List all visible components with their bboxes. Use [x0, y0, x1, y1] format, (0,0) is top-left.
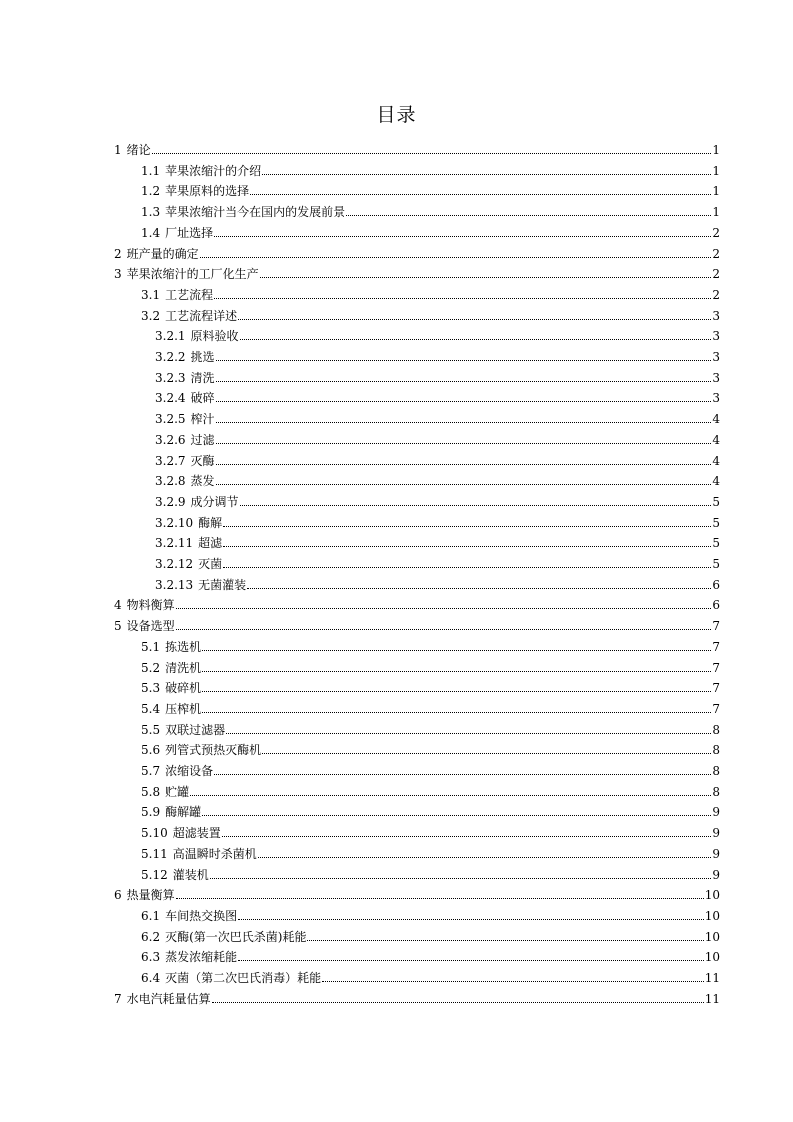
toc-entry-number: 5.9 [141, 805, 161, 820]
toc-entry[interactable] [155, 572, 720, 592]
toc-entry-title: 灭菌 [198, 557, 223, 571]
toc-entry-page-number: 3 [712, 329, 720, 344]
toc-entry[interactable] [141, 965, 720, 985]
toc-entry-page-number: 10 [704, 888, 720, 903]
toc-entry-title: 热量衡算 [126, 888, 175, 903]
toc-dot-leader [223, 545, 711, 547]
toc-entry[interactable] [155, 323, 720, 343]
toc-entry-number: 3.2.13 [155, 577, 194, 592]
toc-entry-number: 3.2.1 [155, 329, 186, 344]
toc-entry-title: 物料衡算 [126, 598, 175, 613]
toc-dot-leader [190, 794, 711, 796]
toc-entry-number: 5.3 [141, 681, 161, 696]
toc-entry-title: 设备选型 [126, 619, 175, 634]
toc-entry-page-number: 3 [712, 391, 720, 406]
toc-dot-leader [214, 297, 711, 299]
toc-entry[interactable] [141, 220, 720, 240]
toc-entry[interactable] [155, 406, 720, 426]
toc-entry-page-number: 5 [712, 515, 720, 530]
toc-entry-title: 灭酶 [190, 453, 215, 468]
toc-dot-leader [202, 670, 711, 672]
toc-entry-number: 6.2 [141, 929, 161, 944]
toc-entry[interactable] [141, 841, 720, 861]
toc-entry-title: 酶解 [198, 515, 223, 530]
toc-entry[interactable] [141, 862, 720, 882]
toc-entry-page-number: 3 [712, 350, 720, 364]
toc-entry[interactable] [155, 344, 720, 364]
toc-dot-leader [238, 959, 704, 961]
toc-entry-title: 高温瞬时杀菌机 [172, 846, 257, 861]
toc-entry[interactable] [141, 158, 720, 178]
toc-entry-title: 苹果浓缩汁当今在国内的发展前景 [165, 205, 346, 220]
toc-entry[interactable] [155, 468, 720, 488]
toc-entry-number: 5.7 [141, 764, 161, 778]
toc-entry-page-number: 2 [712, 246, 720, 261]
toc-entry-number: 3.2.10 [155, 515, 194, 530]
toc-entry[interactable] [141, 282, 720, 302]
toc-entry-number: 3.2.11 [155, 536, 194, 551]
toc-entry-title: 榨汁 [190, 412, 215, 427]
toc-dot-leader [212, 1001, 704, 1003]
toc-entry-number: 1.1 [141, 163, 161, 178]
toc-dot-leader [176, 607, 712, 609]
toc-entry-page-number: 1 [712, 163, 720, 178]
toc-entry-number: 1.3 [141, 205, 161, 220]
toc-entry-number: 6.1 [141, 908, 161, 923]
toc-entry[interactable] [141, 944, 720, 964]
toc-entry-number: 4 [114, 598, 122, 613]
toc-entry-title: 清洗机 [165, 660, 202, 675]
toc-dot-leader [200, 256, 712, 258]
toc-entry[interactable] [141, 737, 720, 757]
toc-entry-page-number: 11 [704, 971, 720, 985]
toc-entry-number: 1.4 [141, 225, 161, 240]
toc-entry[interactable] [141, 178, 720, 198]
toc-entry-title: 浓缩设备 [165, 764, 214, 778]
toc-dot-leader [240, 338, 712, 340]
toc-entry-page-number: 1 [712, 184, 720, 199]
toc-entry-title: 超滤装置 [172, 826, 221, 841]
toc-entry-title: 灭酶(第一次巴氏杀菌)耗能 [165, 929, 307, 944]
toc-dot-leader [216, 442, 712, 444]
toc-entry[interactable] [114, 261, 720, 281]
toc-entry-number: 5.1 [141, 639, 161, 654]
toc-entry-title: 贮罐 [165, 784, 190, 799]
toc-dot-leader [216, 483, 712, 485]
toc-entry-page-number: 11 [704, 991, 720, 1006]
toc-entry-page-number: 8 [712, 743, 720, 758]
toc-dot-leader [223, 566, 711, 568]
toc-entry-title: 压榨机 [165, 701, 202, 716]
toc-dot-leader [322, 980, 704, 982]
toc-entry-page-number: 4 [712, 474, 720, 489]
toc-entry[interactable] [155, 385, 720, 405]
toc-entry[interactable] [155, 489, 720, 509]
toc-dot-leader [247, 587, 711, 589]
toc-entry[interactable] [114, 592, 720, 612]
toc-dot-leader [216, 421, 712, 423]
toc-entry-title: 苹果原料的选择 [165, 184, 250, 199]
toc-entry-title: 工艺流程详述 [165, 308, 238, 323]
toc-entry[interactable] [141, 303, 720, 323]
toc-entry-page-number: 8 [712, 784, 720, 799]
toc-dot-leader [238, 918, 704, 920]
toc-entry-number: 3.2.9 [155, 494, 186, 509]
toc-entry-title: 列管式预热灭酶机 [165, 743, 262, 758]
toc-entry-page-number: 8 [712, 764, 720, 778]
toc-entry-page-number: 3 [712, 370, 720, 385]
toc-entry-page-number: 7 [712, 681, 720, 696]
toc-entry-number: 3 [114, 267, 122, 282]
toc-dot-leader [262, 173, 711, 175]
toc-entry-number: 5.12 [141, 867, 168, 882]
toc-entry-title: 车间热交换图 [165, 908, 238, 923]
toc-dot-leader [240, 504, 712, 506]
toc-entry-page-number: 7 [712, 639, 720, 654]
toc-entry-title: 蒸发浓缩耗能 [165, 950, 238, 965]
toc-entry-title: 原料验收 [190, 329, 239, 344]
toc-entry[interactable] [114, 137, 720, 157]
toc-entry[interactable] [155, 448, 720, 468]
toc-entry[interactable] [141, 655, 720, 675]
toc-entry[interactable] [141, 717, 720, 737]
toc-entry[interactable] [141, 696, 720, 716]
toc-entry[interactable] [141, 634, 720, 654]
toc-entry-page-number: 6 [712, 598, 720, 613]
toc-entry-page-number: 10 [704, 929, 720, 944]
toc-entry-number: 5.5 [141, 722, 161, 737]
toc-entry-page-number: 8 [712, 722, 720, 737]
toc-entry-title: 苹果浓缩汁的介绍 [165, 163, 262, 178]
toc-entry-title: 蒸发 [190, 474, 215, 489]
toc-dot-leader [307, 939, 703, 941]
toc-entry-number: 5.6 [141, 743, 161, 758]
toc-entry-page-number: 1 [712, 205, 720, 220]
toc-entry-number: 2 [114, 246, 122, 261]
toc-entry-number: 3.2.7 [155, 453, 186, 468]
toc-entry-page-number: 10 [704, 908, 720, 923]
toc-entry[interactable] [114, 986, 720, 1006]
toc-dot-leader [210, 877, 712, 879]
toc-entry-title: 酶解罐 [165, 805, 202, 820]
toc-entry[interactable] [141, 199, 720, 219]
toc-dot-leader [216, 400, 712, 402]
toc-entry-number: 3.2.2 [155, 350, 186, 364]
toc-entry[interactable] [155, 510, 720, 530]
toc-dot-leader [176, 628, 712, 630]
toc-dot-leader [238, 318, 711, 320]
toc-entry-title: 破碎机 [165, 681, 202, 696]
toc-entry-number: 3.2.12 [155, 557, 194, 571]
toc-entry[interactable] [141, 903, 720, 923]
toc-entry-page-number: 9 [712, 867, 720, 882]
toc-entry-page-number: 2 [712, 267, 720, 282]
toc-entry-page-number: 9 [712, 846, 720, 861]
toc-dot-leader [152, 152, 712, 154]
toc-entry-title: 拣选机 [165, 639, 202, 654]
toc-entry-page-number: 7 [712, 701, 720, 716]
toc-dot-leader [223, 525, 711, 527]
toc-entry-title: 成分调节 [190, 494, 239, 509]
toc-entry[interactable] [155, 551, 720, 571]
toc-entry-page-number: 9 [712, 805, 720, 820]
toc-dot-leader [202, 690, 711, 692]
toc-dot-leader [260, 276, 712, 278]
toc-entry[interactable] [155, 427, 720, 447]
toc-entry-title: 班产量的确定 [126, 246, 199, 261]
toc-entry-page-number: 10 [704, 950, 720, 965]
toc-entry-page-number: 7 [712, 660, 720, 675]
toc-entry-page-number: 5 [712, 557, 720, 571]
toc-entry-number: 1.2 [141, 184, 161, 199]
toc-entry[interactable] [155, 530, 720, 550]
toc-entry-title: 挑选 [190, 350, 215, 364]
toc-entry-number: 3.2.3 [155, 370, 186, 385]
toc-dot-leader [216, 359, 712, 361]
toc-entry-page-number: 1 [712, 143, 720, 157]
toc-entry-number: 7 [114, 991, 122, 1006]
toc-dot-leader [216, 380, 712, 382]
toc-entry-title: 双联过滤器 [165, 722, 226, 737]
toc-entry-page-number: 6 [712, 577, 720, 592]
toc-entry-page-number: 3 [712, 308, 720, 323]
toc-entry-page-number: 5 [712, 494, 720, 509]
toc-entry[interactable] [141, 675, 720, 695]
toc-entry-page-number: 4 [712, 453, 720, 468]
toc-dot-leader [202, 814, 711, 816]
toc-entry-number: 5.10 [141, 826, 168, 841]
toc-entry-page-number: 4 [712, 412, 720, 427]
toc-entry-number: 5.8 [141, 784, 161, 799]
toc-entry-number: 3.1 [141, 287, 161, 302]
toc-entry-page-number: 2 [712, 287, 720, 302]
toc-entry-page-number: 7 [712, 619, 720, 634]
toc-entry-number: 6.3 [141, 950, 161, 965]
toc-dot-leader [216, 463, 712, 465]
toc-entry-number: 5.4 [141, 701, 161, 716]
toc-entry-page-number: 5 [712, 536, 720, 551]
toc-dot-leader [262, 752, 711, 754]
toc-dot-leader [250, 193, 711, 195]
toc-entry[interactable] [114, 613, 720, 633]
toc-entry-number: 3.2.6 [155, 432, 186, 447]
toc-dot-leader [214, 773, 711, 775]
toc-dot-leader [258, 856, 712, 858]
toc-entry-number: 6 [114, 888, 122, 903]
toc-dot-leader [202, 711, 711, 713]
toc-dot-leader [346, 214, 711, 216]
toc-entry-number: 6.4 [141, 971, 161, 985]
toc-dot-leader [176, 897, 704, 899]
toc-dot-leader [202, 649, 711, 651]
toc-entry-title: 苹果浓缩汁的工厂化生产 [126, 267, 259, 282]
toc-entry-number: 1 [114, 143, 122, 157]
toc-entry-title: 破碎 [190, 391, 215, 406]
toc-entry-title: 绪论 [126, 143, 151, 157]
toc-entry-title: 灭菌（第二次巴氏消毒）耗能 [165, 971, 322, 985]
toc-entry-number: 5.2 [141, 660, 161, 675]
toc-entry-title: 厂址选择 [165, 225, 214, 240]
toc-entry-number: 5 [114, 619, 122, 634]
toc-title: 目录 [376, 104, 417, 126]
toc-dot-leader [214, 235, 711, 237]
toc-entry[interactable] [141, 924, 720, 944]
toc-entry[interactable] [141, 799, 720, 819]
toc-entry-number: 3.2 [141, 308, 161, 323]
toc-entry[interactable] [141, 758, 720, 778]
toc-entry-number: 3.2.8 [155, 474, 186, 489]
toc-entry[interactable] [141, 820, 720, 840]
toc-entry-title: 工艺流程 [165, 287, 214, 302]
toc-entry-title: 超滤 [198, 536, 223, 551]
toc-entry[interactable] [155, 365, 720, 385]
toc-entry-number: 3.2.5 [155, 412, 186, 427]
toc-entry[interactable] [141, 779, 720, 799]
toc-dot-leader [222, 835, 712, 837]
toc-entry-number: 3.2.4 [155, 391, 186, 406]
toc-entry-page-number: 2 [712, 225, 720, 240]
toc-entry-title: 过滤 [190, 432, 215, 447]
toc-entry-number: 5.11 [141, 846, 168, 861]
toc-entry[interactable] [114, 241, 720, 261]
toc-entry-title: 无菌灌装 [198, 577, 247, 592]
toc-entry-title: 清洗 [190, 370, 215, 385]
toc-entry-title: 灌装机 [172, 867, 209, 882]
toc-entry-title: 水电汽耗量估算 [126, 991, 211, 1006]
toc-entry-page-number: 9 [712, 826, 720, 841]
toc-entry[interactable] [114, 882, 720, 902]
toc-entry-page-number: 4 [712, 432, 720, 447]
toc-dot-leader [226, 732, 711, 734]
